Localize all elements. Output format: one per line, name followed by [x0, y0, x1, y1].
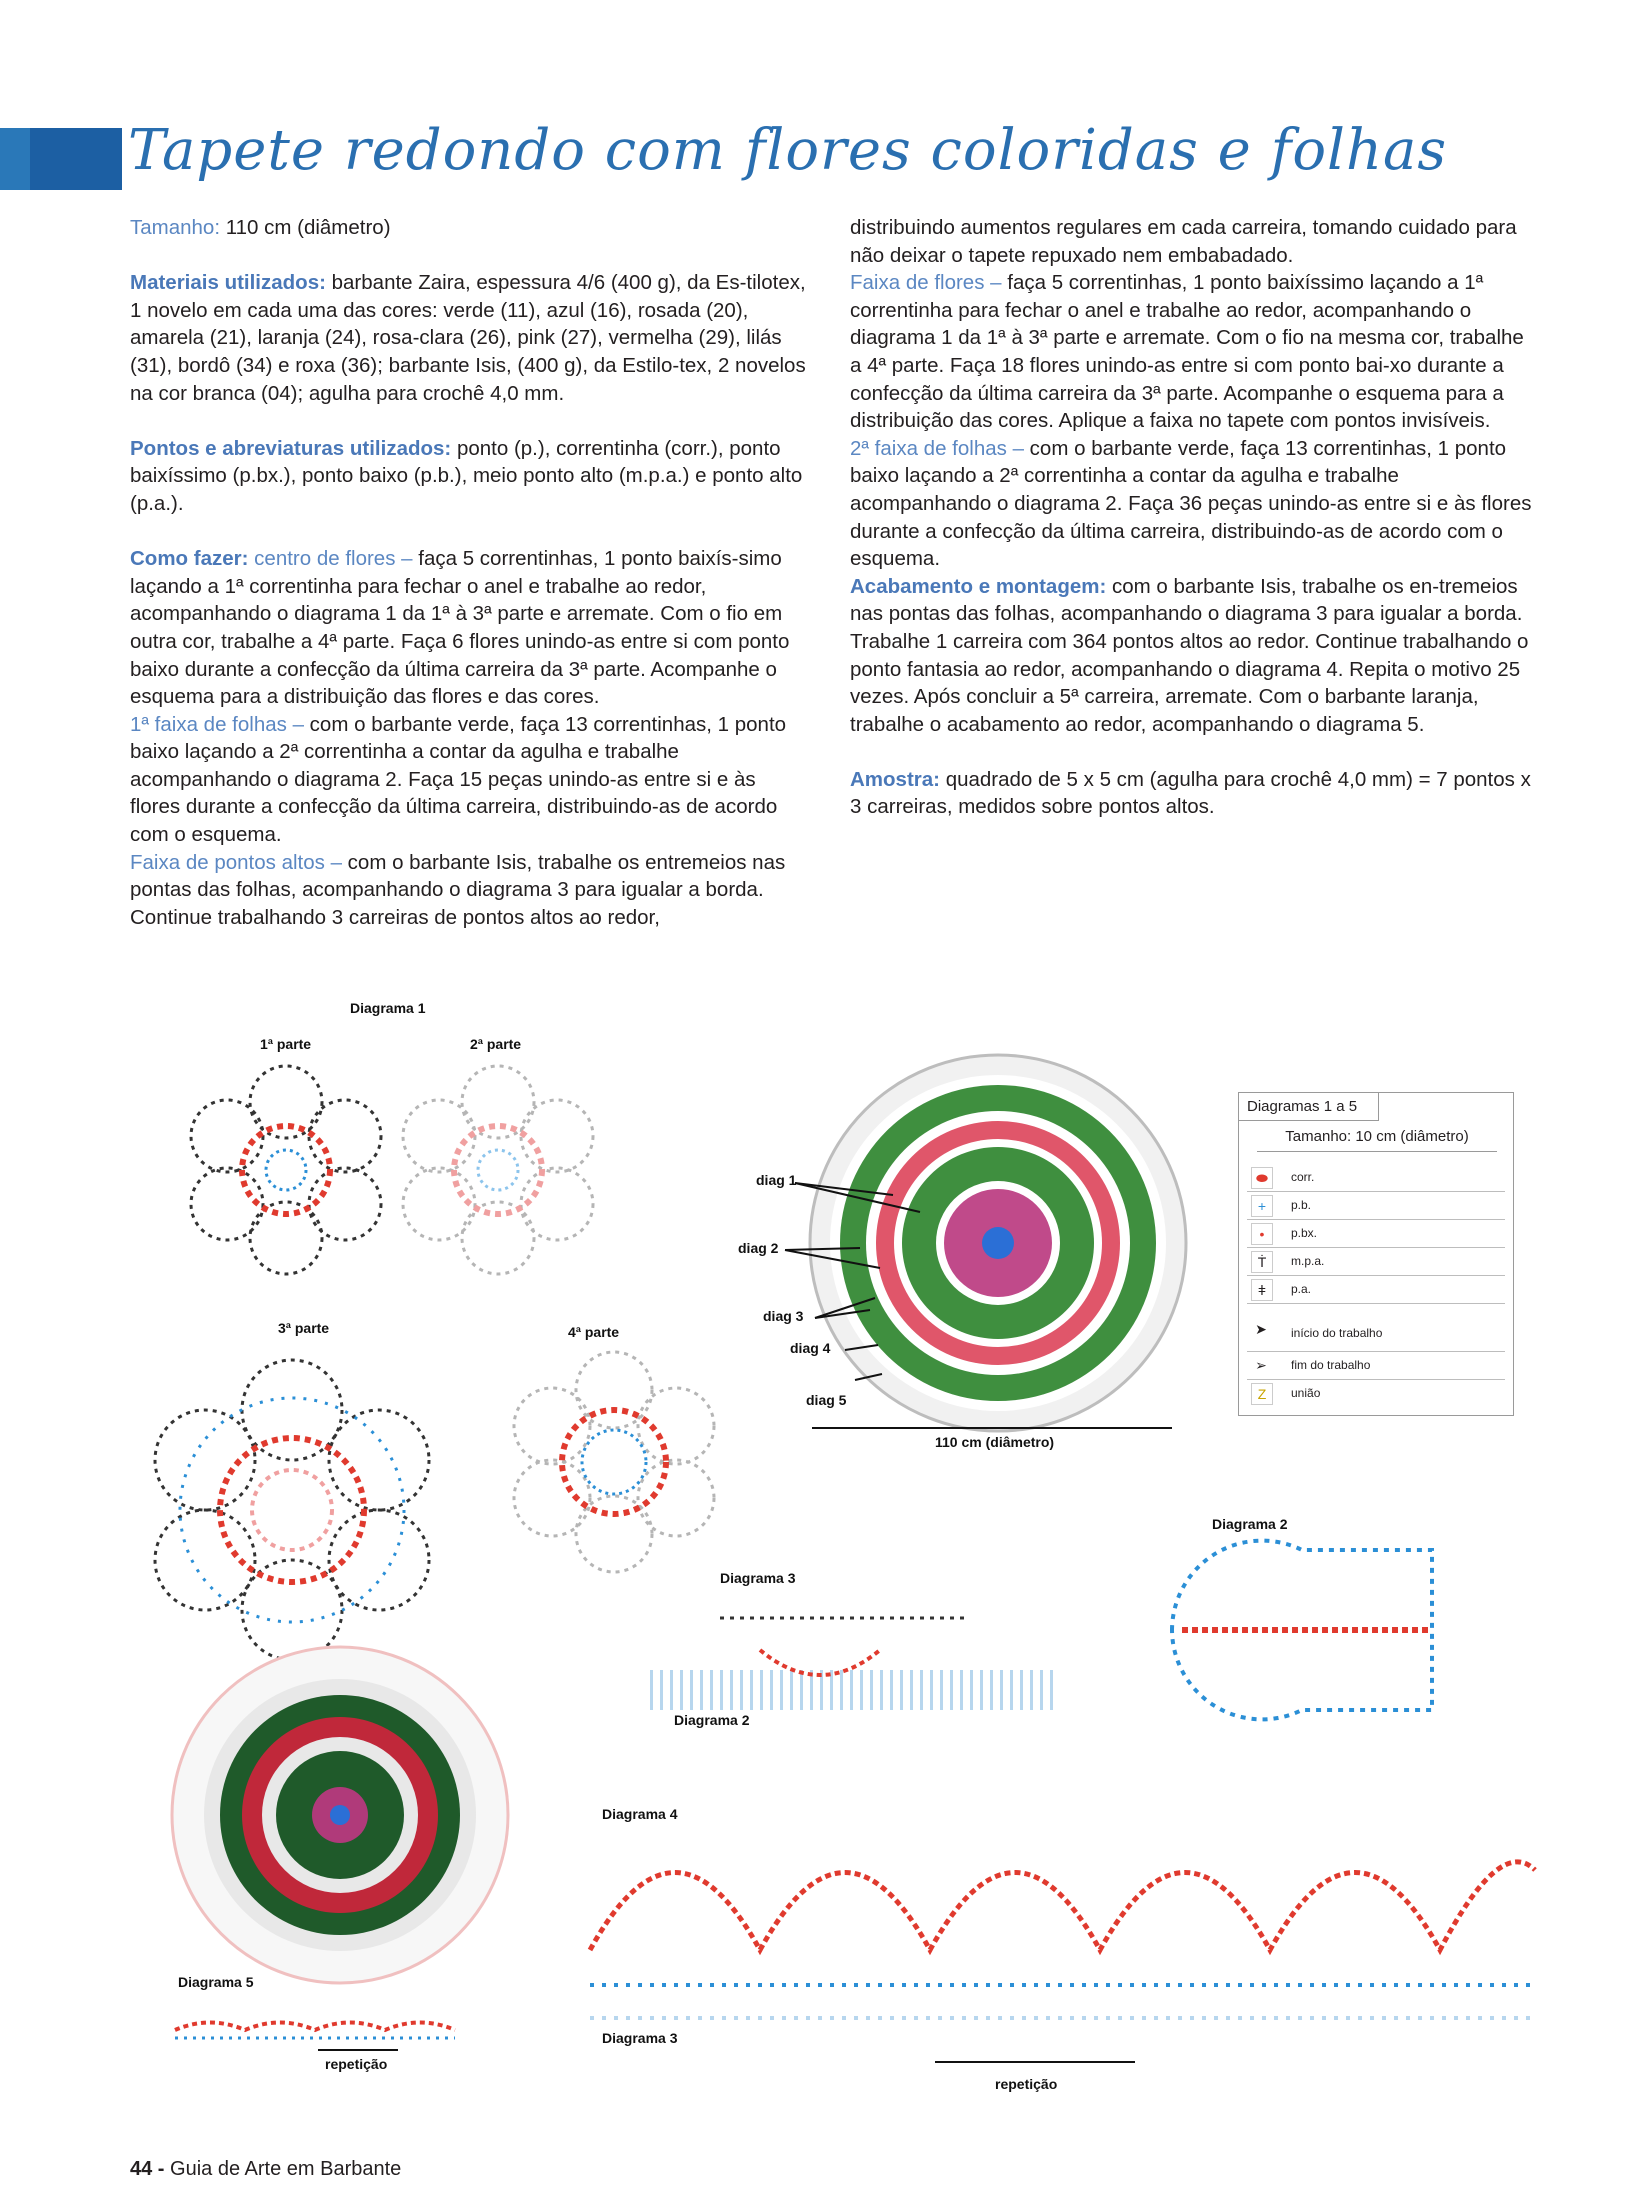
legend-row — [1247, 1219, 1505, 1248]
leaves2-text: com o barbante verde, faça 13 correntinhas, 1 ponto baixo laçando a 2ª correntinha a contar da agulha e trabalhe acompanhando o diagrama 2. Faça 36 peças unindo-as entre si e às flores durante a confecção da última carreira, distribuindo-as de acordo com o esquema. — [850, 436, 1532, 571]
legend-row — [1247, 1315, 1505, 1352]
repeat-label-5: repetição — [325, 2056, 388, 2072]
sample-label: Amostra: — [850, 767, 940, 791]
repeat-label-4: repetição — [995, 2076, 1058, 2092]
legend-label: m.p.a. — [1291, 1254, 1325, 1268]
legend-label: p.b. — [1291, 1198, 1312, 1212]
rug-photo — [172, 1647, 508, 1983]
chain-stitch-icon: ⬬ — [1251, 1167, 1273, 1189]
legend-row — [1247, 1351, 1505, 1380]
legend-label: união — [1291, 1386, 1321, 1400]
diagram2-inset-label: Diagrama 2 — [674, 1712, 750, 1728]
legend-label: corr. — [1291, 1170, 1315, 1184]
edge-diagram-3 — [650, 1618, 1055, 1690]
finish-text: com o barbante Isis, trabalhe os en-tremeios nas pontas das folhas, acompanhando o diagrama 3 para igualar a borda. Trabalhe 1 carreira com 364 pontos altos ao redor. Continue trabalhando o ponto fantasia ao redor, acompanhando o diagrama 4. Repita o motivo 25 vezes. Após concluir a 5ª carreira, arremate. Com o barbante laranja, trabalhe o acabamento ao redor, acompanhando o diagrama 5. — [850, 574, 1529, 736]
join-icon: Z — [1251, 1383, 1273, 1405]
flower-diagram-part3 — [155, 1360, 429, 1660]
legend-row — [1247, 1163, 1505, 1192]
flower-diagram-part1 — [191, 1066, 381, 1274]
leaves1-label: 1ª faixa de folhas – — [130, 712, 304, 736]
part3-label: 3ª parte — [278, 1320, 330, 1336]
sample-text: quadrado de 5 x 5 cm (agulha para crochê 4,0 mm) = 7 pontos x 3 carreiras, medidos sobre pontos altos. — [850, 767, 1531, 819]
materials-label: Materiais utilizados: — [130, 271, 326, 295]
leaves2-label: 2ª faixa de folhas – — [850, 436, 1024, 460]
band-label: Faixa de pontos altos – — [130, 850, 342, 874]
legend-row — [1247, 1191, 1505, 1220]
part4-label: 4ª parte — [568, 1324, 620, 1340]
diag2-label: diag 2 — [738, 1240, 779, 1256]
finish-label: Acabamento e montagem: — [850, 574, 1107, 598]
diagram3-label: Diagrama 3 — [720, 1570, 796, 1586]
legend-size: Tamanho: 10 cm (diâmetro) — [1257, 1123, 1497, 1152]
legend-label: início do trabalho — [1291, 1326, 1383, 1340]
how-text: faça 5 correntinhas, 1 ponto baixís-simo laçando a 1ª correntinha para fechar o anel e trabalhe ao redor, acompanhando o diagrama 1 da 1ª à 3ª parte e arremate. Com o fio em outra cor, trabalhe a 4ª parte. Faça 6 flores unindo-as entre si com ponto baixo durante a confecção da última carreira da 3ª parte. Acompanhe o esquema para a distribuição das flores e das cores. — [130, 547, 790, 709]
double-crochet-icon: ǂ — [1251, 1279, 1273, 1301]
band-text: com o barbante Isis, trabalhe os entremeios nas pontas das folhas, acompanhando o diagrama 3 para igualar a borda. Continue trabalhando 3 carreiras de pontos altos ao redor, — [130, 850, 786, 929]
flowers-label: Faixa de flores – — [850, 271, 1002, 295]
half-double-crochet-icon: Ṫ — [1251, 1251, 1273, 1273]
flowers-text: faça 5 correntinhas, 1 ponto baixíssimo laçando a 1ª correntinha para fechar o anel e trabalhe ao redor, acompanhando o diagrama 1 da 1ª à 3ª parte e arremate. Com o fio na mesma cor, trabalhe a 4ª parte. Faça 18 flores unindo-as entre si com ponto bai-xo durante a confecção da última carreira da 3ª parte. Acompanhe o esquema para a distribuição das cores. Aplique a faixa no tapete com pontos invisíveis. — [850, 271, 1524, 433]
legend-row — [1247, 1247, 1505, 1276]
legend-label: p.a. — [1291, 1282, 1312, 1296]
part2-label: 2ª parte — [470, 1036, 522, 1052]
edge-diagram-5 — [175, 2023, 455, 2051]
leaves1-text: com o barbante verde, faça 13 correntinhas, 1 ponto baixo laçando a 2ª correntinha a contar da agulha e trabalhe acompanhando o diagrama 2. Faça 15 peças unindo-as entre si e às flores durante a confecção da última carreira, distribuindo-as de acordo com o esquema. — [130, 712, 787, 847]
page-number: 44 - — [130, 2158, 165, 2180]
materials-text: barbante Zaira, espessura 4/6 (400 g), da Es-tilotex, 1 novelo em cada uma das cores: verde (11), azul (16), rosada (20), amarela (21), laranja (24), rosa-clara (26), pink (27), vermelha (29), lilás (31), bordô (34) e roxa (36); barbante Isis, (400 g), da Estilo-tex, 2 novelos na cor branca (04); agulha para crochê 4,0 mm. — [130, 271, 806, 405]
legend-label: fim do trabalho — [1291, 1358, 1371, 1372]
how-label: Como fazer: — [130, 547, 249, 571]
publication-name: Guia de Arte em Barbante — [164, 2158, 402, 2180]
diameter-label: 110 cm (diâmetro) — [935, 1434, 1055, 1450]
intro-text: distribuindo aumentos regulares em cada carreira, tomando cuidado para não deixar o tapete repuxado nem embabadado. — [850, 216, 1517, 267]
diagram5-label: Diagrama 5 — [178, 1974, 254, 1990]
legend-row — [1247, 1379, 1505, 1407]
how-sub: centro de flores – — [248, 547, 413, 571]
points-text: ponto (p.), correntinha (corr.), ponto baixíssimo (p.bx.), ponto baixo (p.b.), meio ponto alto (m.p.a.) e ponto alto (p.a.). — [130, 436, 803, 515]
diag4-label: diag 4 — [790, 1340, 831, 1356]
rug-scheme — [810, 1055, 1186, 1431]
diagram3-inset-label: Diagrama 3 — [602, 2030, 678, 2046]
stitch-legend — [1238, 1092, 1514, 1416]
diag5-label: diag 5 — [806, 1392, 847, 1408]
legend-row — [1247, 1275, 1505, 1304]
page-footer — [130, 2158, 401, 2181]
flower-diagram-part4 — [514, 1352, 714, 1572]
size-value: 110 cm (diâmetro) — [220, 216, 391, 239]
diag1-label: diag 1 — [756, 1172, 797, 1188]
diagram1-label: Diagrama 1 — [350, 1000, 426, 1016]
size-label: Tamanho: — [130, 216, 221, 239]
leaf-diagram — [1172, 1541, 1432, 1720]
start-icon: ➤ — [1255, 1321, 1267, 1337]
end-icon: ➢ — [1255, 1357, 1267, 1373]
flower-diagram-part2 — [403, 1066, 593, 1274]
legend-label: p.bx. — [1291, 1226, 1318, 1240]
slip-stitch-icon: • — [1251, 1223, 1273, 1245]
legend-header: Diagramas 1 a 5 — [1239, 1093, 1379, 1121]
page-title: Tapete redondo com flores coloridas e folhas — [128, 118, 1448, 183]
points-label: Pontos e abreviaturas utilizados: — [130, 436, 452, 460]
single-crochet-icon: + — [1251, 1195, 1273, 1217]
diagram2-label: Diagrama 2 — [1212, 1516, 1288, 1532]
scallop-diagram-4 — [590, 1862, 1535, 2062]
diagram4-label: Diagrama 4 — [602, 1806, 678, 1822]
part1-label: 1ª parte — [260, 1036, 312, 1052]
diag3-label: diag 3 — [763, 1308, 804, 1324]
